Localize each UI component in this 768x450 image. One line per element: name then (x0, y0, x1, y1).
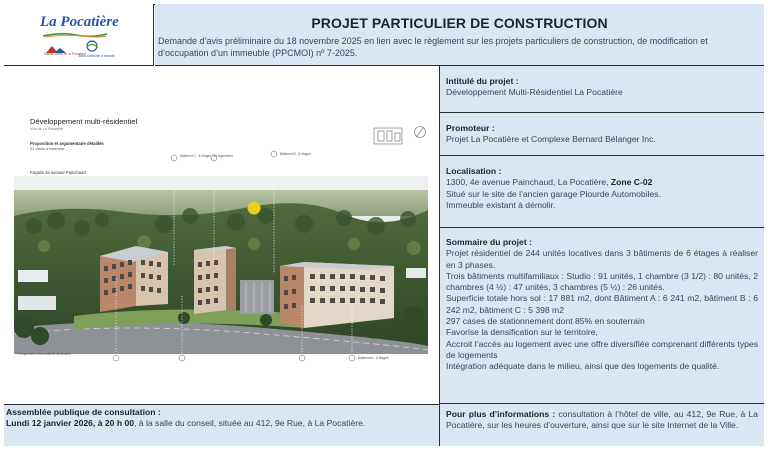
logo-swoosh-icon (42, 32, 108, 38)
summary-line: Intégration adéquate dans le milieu, ainsi que des logements de qualité. (446, 361, 720, 372)
summary-label: Sommaire du projet : (446, 237, 532, 247)
location-marker (248, 202, 261, 215)
info-panel (440, 404, 764, 446)
rendering-proposal: Proposition et argumentaire détaillés (30, 141, 104, 146)
info-label: Pour plus d’informations : (446, 409, 556, 419)
location-line3: Immeuble existant à démolir. (446, 199, 556, 210)
rendering-city: Ville de La Pocatière (30, 127, 63, 131)
location-line2: Situé sur le site de l’ancien garage Plourde Automobiles. (446, 188, 661, 199)
summary-line: Trois bâtiments multifamiliaux : Studio : 91 unités, 1 chambre (3 1/2) : 80 unités, 2 chambres (4 ½) : 47 unités, 3 chambres (5 ½) : 26 unités. (446, 270, 758, 293)
building-c (280, 262, 394, 328)
promoter-panel (440, 113, 764, 156)
rendering-facade-label: Façade 4e avenue Painchaud (30, 170, 86, 175)
assembly-location: , à la salle du conseil, située au 412, 9e Rue, à La Pocatière. (134, 418, 366, 428)
building-a (100, 246, 168, 312)
location-address: 1300, 4e avenue Painchaud, La Pocatière, (446, 177, 609, 188)
info-text: consultation à l’hôtel de ville, au 412, 9e Rue, à La Pocatière, sur les heures d’ouverture, ainsi que sur le site Internet de la Ville. (446, 409, 758, 431)
project-value: Développement Multi-Résidentiel La Pocatière (446, 87, 623, 98)
assembly-label: Assemblée publique de consultation : (6, 407, 161, 417)
summary-line: Accroit l’accès au logement avec une offre diversifiée comprenant différents types de logements (446, 338, 758, 360)
rendering-disclaimer: * Perspective à titre indicatif seulement (16, 352, 71, 356)
logo-area (4, 4, 154, 66)
building-b (194, 246, 236, 314)
header-description: Demande d’avis préliminaire du 18 novembre 2025 en lien avec le règlement sur les projets particuliers de construction, de modification et d’occupation d’un immeuble (PPCMOI) nº 7-2025. (158, 36, 708, 58)
location-zone: Zone C-02 (610, 177, 653, 188)
partner-logo-saint-onesime: Saint-Onésime d'Ixworth (78, 39, 106, 59)
summary-line: Superficie totale hors sol : 17 881 m2, dont Bâtiment A : 6 241 m2, bâtiment B : 6 242 m2, bâtiment C : 5 398 m2 (446, 293, 758, 315)
page-title: PROJET PARTICULIER DE CONSTRUCTION (311, 15, 608, 31)
location-label: Localisation : (446, 166, 502, 176)
summary-line: Favorise la densification sur le territoire, (446, 327, 598, 338)
rendering-note-c: Bâtiment C - 6 étages - 61 logements (180, 154, 233, 158)
location-panel (440, 156, 764, 228)
rendering-note-b: Bâtiment B - 6 étages (280, 152, 311, 156)
promoter-label: Promoteur : (446, 123, 495, 133)
project-rendering (4, 66, 440, 404)
city-logo: La Pocatière (40, 14, 119, 30)
project-label: Intitulé du projet : (446, 76, 519, 86)
partner-logo-sainte-anne: Sainte-Anne de la Pocatière (44, 41, 68, 57)
summary-line: Projet résidentiel de 244 unités locatives dans 3 bâtiments de 6 étages à réaliser en 3 phases. (446, 248, 758, 270)
summary-panel (440, 228, 764, 404)
rendering-note-a: Bâtiment A - 6 étages (358, 356, 389, 360)
assembly-panel (4, 404, 440, 446)
header-banner (155, 4, 764, 66)
project-title-panel (440, 66, 764, 113)
rendering-view: S1 Vision d'ensemble (30, 147, 65, 151)
assembly-date: Lundi 12 janvier 2026, à 20 h 00 (6, 418, 135, 428)
rendering-title: Développement multi-résidentiel (30, 117, 138, 126)
promoter-value: Projet La Pocatière et Complexe Bernard Bélanger Inc. (446, 134, 656, 145)
summary-line: 297 cases de stationnement dont 85% en souterrain (446, 316, 645, 327)
